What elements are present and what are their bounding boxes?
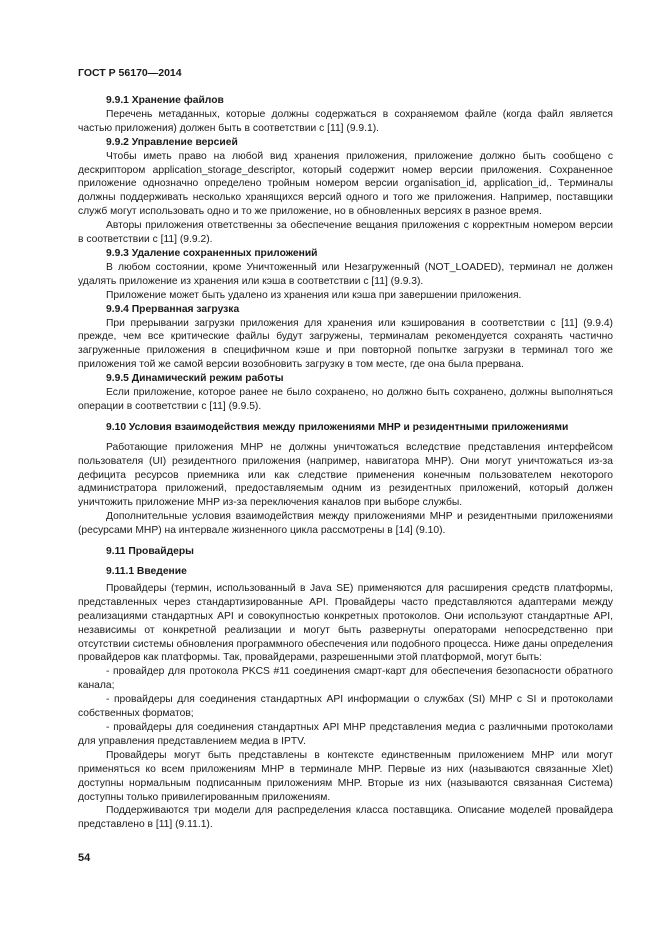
paragraph: Если приложение, которое ранее не было сохранено, но должно быть сохранено, должны выполняться операции в соответствии с [11] (9.9.5). <box>78 387 613 412</box>
paragraph: Поддерживаются три модели для распределения класса поставщика. Описание моделей провайдера представлено в [11] (9.11.1). <box>78 805 613 831</box>
section-heading: 9.11.1 Введение <box>106 566 187 577</box>
section-heading: 9.11 Провайдеры <box>106 546 194 558</box>
paragraph: Чтобы иметь право на любой вид хранения приложения, приложение должно быть сообщено с дескриптором application_storage_descriptor, который содержит номер версии приложения. Сохраненное приложение однозначно определено тройным номером версии organisation_id, application_id,. Терминалы должны поддерживать несколько хранящихся версий одного и того же приложения. Например, поставщики служб могут использовать одно и то же приложение, но в обновленных версиях в разное время. <box>78 150 613 218</box>
page-number: 54 <box>78 852 91 864</box>
paragraph: Авторы приложения ответственны за обеспечение вещания приложения с корректным номером версии в соответствии с [11] (9.9.2). <box>78 220 613 246</box>
paragraph: Дополнительные условия взаимодействия между приложениями MHP и резидентными приложениями (ресурсами MHP) на интервале жизненного цикла рассмотрены в [14] (9.10). <box>78 511 613 537</box>
paragraph: При прерывании загрузки приложения для хранения или кэширования в соответствии с [11] (9.9.4) прежде, чем все критические файлы будут загружены, терминалам рекомендуется сохранять частично загруженные приложения в специфичном кэше и при повторной попытке загрузки в терминал того же приложения той же самой версии возобновить загрузку в том месте, где она была прервана. <box>78 317 613 371</box>
paragraph: В любом состоянии, кроме Уничтоженный или Незагруженный (NOT_LOADED), терминал не должен удалять приложение из хранения или кэша в соответствии с [11] (9.9.3). <box>78 261 613 287</box>
paragraph: Провайдеры (термин, использованный в Java SE) применяются для расширения средств платформы, представленных через стандартизированные API. Провайдеры часто представляются адаптерами между реализациями стандартных API и совокупностью конкретных протоколов. Они используют стандартные API, независимы от конкретной реализации и могут быть развернуты операторами непосредственно при отсутствии системы обновления программного обеспечения или подобного процесса. Ниже даны определения провайдеров как платформы. Так, провайдерами, разрешенными этой платформой, могут быть: <box>78 582 613 664</box>
document-header: ГОСТ Р 56170—2014 <box>78 67 182 79</box>
paragraph: - провайдеры для соединения стандартных API MHP представления медиа с различными протоколами для управления представлением медиа в IPTV. <box>78 721 613 747</box>
section-heading: 9.9.4 Прерванная загрузка <box>106 303 240 315</box>
paragraph: Перечень метаданных, которые должны содержаться в сохраняемом файле (когда файл является частью приложения) должен быть в соответствии с [11] (9.9.1). <box>78 108 613 134</box>
section-heading: 9.9.1 Хранение файлов <box>106 95 224 106</box>
section-heading: 9.10 Условия взаимодействия между приложениями MHP и резидентными приложениями <box>106 421 569 433</box>
section-heading: 9.9.2 Управление версией <box>106 136 238 148</box>
paragraph: Работающие приложения MHP не должны уничтожаться вследствие представления интерфейсом пользователя (UI) резидентного приложения (например, навигатора MHP). Они могут уничтожаться из-за дефицита ресурсов приемника или как следствие применения конечным пользователем некоторого администратора приложений, предоставляемым одним из резидентных приложений, который должен уничтожить приложение MHP из-за переключения каналов при выборе службы. <box>78 441 613 509</box>
paragraph: - провайдер для протокола PKCS #11 соединения смарт-карт для обеспечения безопасности обратного канала; <box>78 666 613 692</box>
section-heading: 9.9.5 Динамический режим работы <box>106 373 284 385</box>
paragraph: Приложение может быть удалено из хранения или кэша при завершении приложения. <box>106 289 522 301</box>
section-heading: 9.9.3 Удаление сохраненных приложений <box>106 247 318 259</box>
document-body <box>78 94 613 832</box>
paragraph: - провайдеры для соединения стандартных API информации о службах (SI) MHP с SI и протоколами собственных форматов; <box>78 694 613 720</box>
paragraph: Провайдеры могут быть представлены в контексте единственным приложением MHP или могут применяться ко всем приложениям MHP в терминале MHP. Первые из них (называются связанные Xlet) доступны нормальным подписанным приложениям MHP. Вторые из них (называются связанная Система) доступны только привилегированным приложениям. <box>78 749 613 803</box>
